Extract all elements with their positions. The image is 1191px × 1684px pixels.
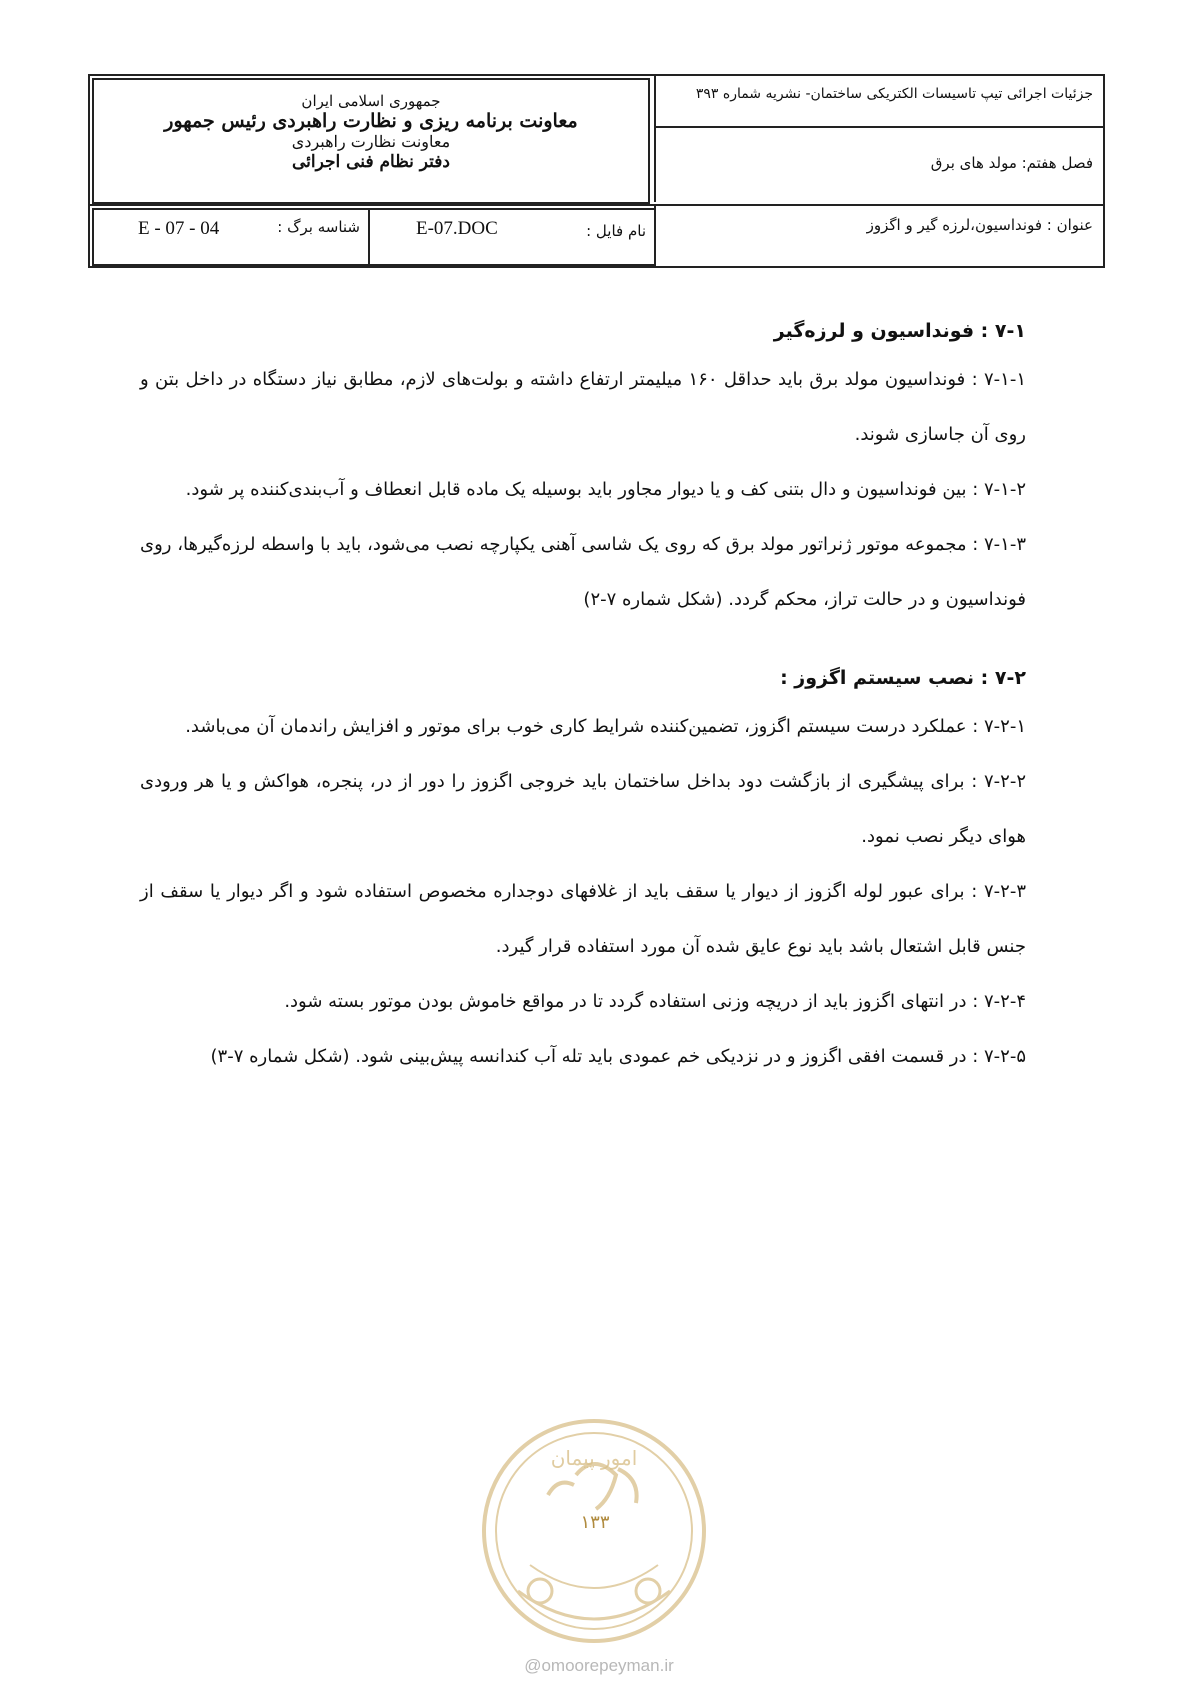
page-title: عنوان : فونداسیون،لرزه گیر و اگزوز xyxy=(654,204,1103,266)
agency-line-3: معاونت نظارت راهبردی xyxy=(291,132,451,151)
paragraph: ۷-۱-۲ : بین فونداسیون و دال بتنی کف و یا دیوار مجاور باید بوسیله یک ماده قابل انعطاف و آب‌بندی‌کننده پر شود. xyxy=(185,479,1026,500)
file-name: E-07.DOC xyxy=(416,218,498,239)
agency-block xyxy=(92,78,650,204)
sheet-label: شناسه برگ : xyxy=(277,218,360,236)
file-label: نام فایل : xyxy=(586,222,646,240)
chapter-title: فصل هفتم: مولد های برق xyxy=(654,128,1103,202)
paragraph: ۷-۲-۴ : در انتهای اگزوز باید از دریچه وزنی استفاده گردد تا در مواقع خاموش بودن موتور بسته شود. xyxy=(284,991,1026,1012)
file-name-cell xyxy=(370,208,654,266)
section-heading: ۷-۱ : فونداسیون و لرزه‌گیر xyxy=(773,320,1026,342)
agency-line-4: دفتر نظام فنی اجرائی xyxy=(291,152,450,172)
document-header-table xyxy=(88,74,1105,268)
agency-line-1: جمهوری اسلامی ایران xyxy=(301,92,441,110)
sheet-code: E - 07 - 04 xyxy=(138,218,220,239)
watermark-text: امور پیمان xyxy=(550,1446,638,1470)
section-heading: ۷-۲ : نصب سیستم اگزوز : xyxy=(780,667,1026,689)
paragraph: ۷-۲-۳ : برای عبور لوله اگزوز از دیوار یا سقف باید از غلافهای دوجداره مخصوص استفاده شود و اگر دیوار یا سقف از جنس قابل اشتعال باشد باید نوع عایق شده آن مورد استفاده قرار گیرد. xyxy=(140,881,1026,957)
publication-title: جزئیات اجرائی تیپ تاسیسات الکتریکی ساختمان- نشریه شماره ۳۹۳ xyxy=(654,76,1103,128)
page-number: ۱۳۳ xyxy=(580,1512,610,1533)
section-spacer xyxy=(140,627,1026,667)
watermark-site-label: @omoorepeyman.ir xyxy=(524,1656,674,1675)
paragraph: ۷-۲-۲ : برای پیشگیری از بازگشت دود بداخل ساختمان باید خروجی اگزوز را دور از در، پنجره، هواکش و یا هر ورودی هوای دیگر نصب نمود. xyxy=(140,771,1026,847)
agency-line-2: معاونت برنامه ریزی و نظارت راهبردی رئیس جمهور xyxy=(164,110,578,132)
paragraph: ۷-۱-۱ : فونداسیون مولد برق باید حداقل ۱۶۰ میلیمتر ارتفاع داشته و بولت‌های لازم، مطابق نیاز دستگاه در داخل بتن و روی آن جاسازی شوند. xyxy=(140,369,1027,445)
paragraph: ۷-۲-۵ : در قسمت افقی اگزوز و در نزدیکی خم عمودی باید تله آب کندانسه پیش‌بینی شود. (شکل شماره ۷-۳) xyxy=(210,1046,1026,1067)
sheet-id-cell xyxy=(92,208,370,266)
paragraph: ۷-۲-۱ : عملکرد درست سیستم اگزوز، تضمین‌کننده شرایط کاری خوب برای موتور و افزایش راندمان آن می‌باشد. xyxy=(185,716,1026,737)
paragraph: ۷-۱-۳ : مجموعه موتور ژنراتور مولد برق که روی یک شاسی آهنی یکپارچه نصب می‌شود، باید با واسطه لرزه‌گیرها، روی فونداسیون و در حالت تراز، محکم گردد. (شکل شماره ۷-۲) xyxy=(140,534,1026,610)
document-body xyxy=(140,320,1026,1084)
